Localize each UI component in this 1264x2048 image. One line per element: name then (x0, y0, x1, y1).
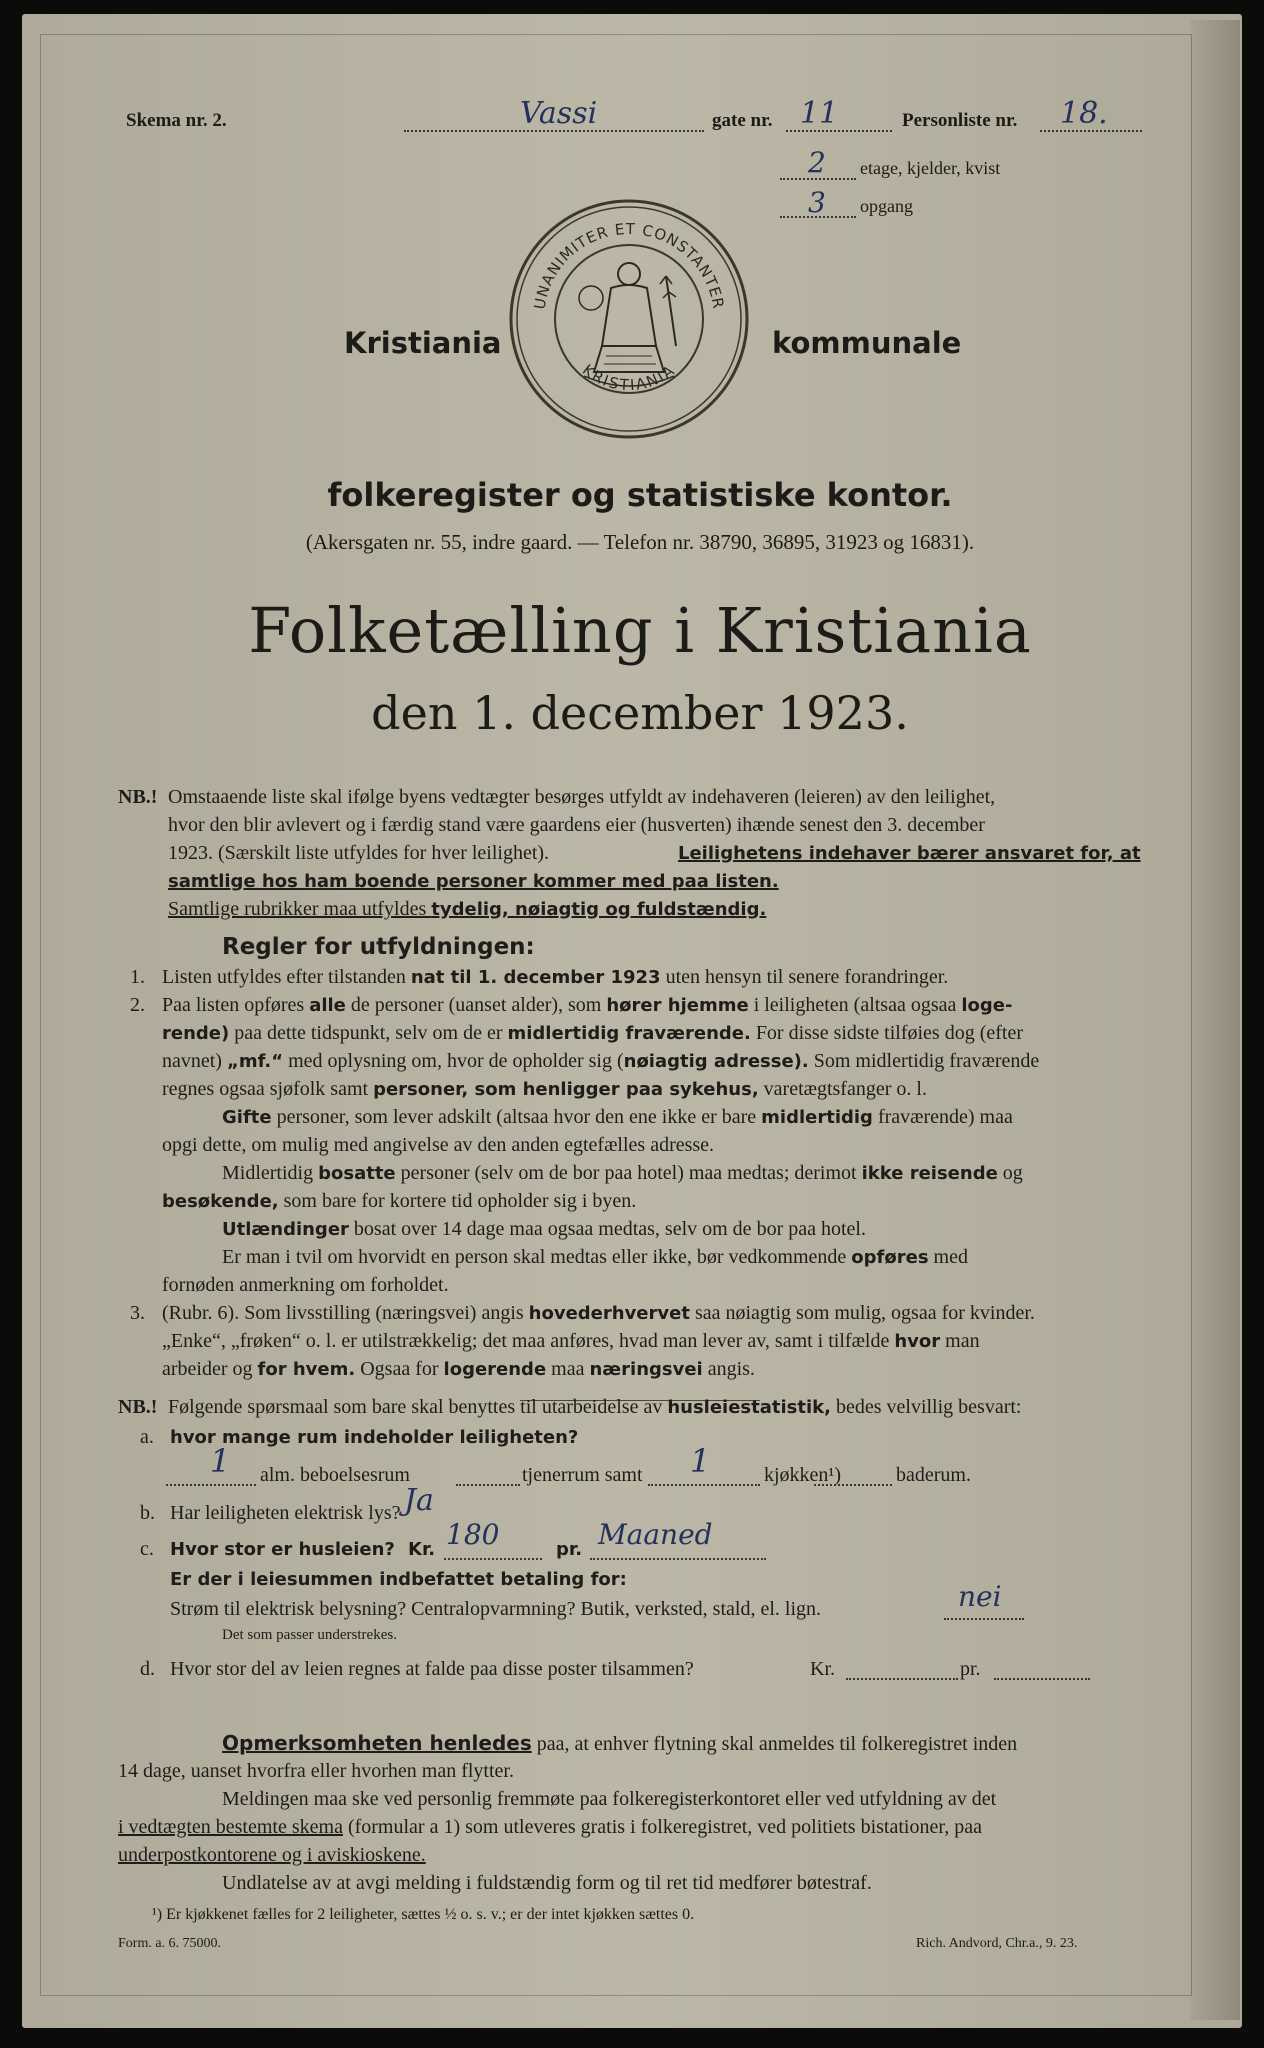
rooms-line (166, 1484, 256, 1486)
q-c-pr-text: pr. (556, 1539, 583, 1560)
notice-l4a: i vedtægten bestemte skema (118, 1816, 343, 1838)
nb1-line2: hvor den blir avlevert og i færdig stand være gaardens eier (husverten) ihænde senest den 3. december (168, 814, 985, 836)
street-value: Vassi (520, 96, 598, 131)
rule2-line1 (162, 992, 1013, 1019)
q-d-period-line (994, 1678, 1090, 1680)
rule2-line4 (162, 1076, 927, 1103)
r2-l5b: personer, som lever adskilt (altsaa hvor den ene ikke er bare (271, 1106, 762, 1128)
r2-l3d: nøiagtig adresse). (623, 1051, 809, 1072)
rule2-line11: fornøden anmerkning om forholdet. (162, 1274, 449, 1296)
r2-l1f: loge- (961, 995, 1013, 1016)
q-c-question (170, 1536, 395, 1563)
skema-label: Skema nr. 2. (126, 110, 227, 131)
rooms-value: 1 (210, 1442, 231, 1480)
q-b-letter: b. (140, 1502, 155, 1524)
notice-l1b: paa, at enhver flytning skal anmeldes til folkeregistret inden (531, 1733, 1018, 1755)
q-b-answer: Ja (404, 1483, 434, 1518)
r3-l2b: hvor (894, 1331, 941, 1352)
personliste-label: Personliste nr. (902, 110, 1018, 131)
q-c-kr-text: Kr. (408, 1539, 436, 1560)
rule2-line6: opgi dette, om mulig med angivelse av den anden egtefælles adresse. (162, 1134, 715, 1156)
personliste-value: 18. (1060, 96, 1108, 131)
notice-heading: Opmerksomheten henledes (222, 1731, 532, 1755)
r2-l1a: Paa listen opføres (162, 994, 310, 1016)
servant-line (456, 1484, 520, 1486)
city-seal (506, 196, 752, 442)
rule2-line3 (162, 1048, 1039, 1075)
r3-l2c: man (940, 1330, 980, 1352)
q-a-text: hvor mange rum indeholder leiligheten? (170, 1427, 579, 1448)
etage-label: etage, kjelder, kvist (860, 158, 1001, 178)
rent-period-line (590, 1558, 766, 1560)
rent-amount: 180 (446, 1518, 500, 1551)
r3-l3a: arbeider og (162, 1358, 258, 1380)
rule1-b: nat til 1. december 1923 (410, 967, 661, 988)
r2-l4b: personer, som henligger paa sykehus, (373, 1079, 759, 1100)
q-c-sub (170, 1566, 627, 1593)
notice-line4 (118, 1814, 982, 1840)
seal-ring-top: UNANIMITER ET CONSTANTER (530, 219, 728, 311)
kitchen-label: kjøkken¹) (764, 1464, 842, 1486)
r2-l8b: som bare for kortere tid opholder sig i byen. (278, 1190, 637, 1212)
nb1-line1: Omstaaende liste skal ifølge byens vedtægter besørges utfyldt av indehaveren (leieren) av den leilighet, (168, 786, 996, 808)
q-c-sub-text: Er der i leiesummen indbefattet betaling for: (170, 1569, 627, 1590)
notice-line3: Meldingen maa ske ved personlig fremmøte paa folkeregisterkontoret eller ved utfyldning av det (222, 1788, 997, 1810)
form-number: Form. a. 6. 75000. (118, 1936, 222, 1951)
nb1-line5-bold: tydelig, nøiagtig og fuldstændig. (431, 899, 767, 920)
q-c-pr (556, 1536, 582, 1563)
seal-right-label: kommunale (772, 326, 962, 360)
q-c-items: Strøm til elektrisk belysning? Centralopvarmning? Butik, verksted, stald, el. lign. (170, 1598, 822, 1620)
r2-l7e: og (997, 1162, 1023, 1184)
r2-l10b: opføres (851, 1247, 929, 1268)
q-d-letter: d. (140, 1658, 155, 1680)
nb2-intro-a: Følgende spørsmaal som bare skal benyttes til utarbeidelse av (168, 1396, 668, 1418)
r3-l3g: angis. (702, 1358, 755, 1380)
nb1-line4 (168, 868, 779, 895)
q-a-question (170, 1424, 578, 1451)
r2-l3b: „mf.“ (226, 1051, 284, 1072)
r2-l2d: For disse sidste tilføies dog (efter (750, 1022, 1023, 1044)
q-d-question: Hvor stor del av leien regnes at falde paa disse poster tilsammen? (170, 1658, 694, 1680)
r2-l10c: med (928, 1246, 968, 1268)
rule1-text (162, 964, 948, 991)
r3-l2a: „Enke“, „frøken“ o. l. er utilstrækkelig; det maa anføres, hvad man lever av, samt i tilfælde (162, 1330, 895, 1352)
r3-l3c: Ogsaa for (355, 1358, 444, 1380)
etage-line (780, 178, 856, 180)
etage-value: 2 (808, 146, 826, 179)
rule1-number: 1. (130, 966, 145, 988)
q-d-amount-line (846, 1678, 958, 1680)
rule3-line1 (162, 1300, 1035, 1327)
rent-period: Maaned (598, 1518, 713, 1551)
office-address: (Akersgaten nr. 55, indre gaard. — Telefon nr. 38790, 36895, 31923 og 16831). (305, 530, 975, 554)
notice-l4b: (formular a 1) som utleveres gratis i folkeregistret, ved politiets bistationer, paa (342, 1816, 982, 1838)
svg-text:UNANIMITER ET CONSTANTER (530, 220, 727, 311)
q-c-items-line (944, 1618, 1024, 1620)
rule3-number: 3. (130, 1302, 145, 1324)
q-d-kr: Kr. (810, 1658, 835, 1680)
nb1-line3a: 1923. (Særskilt liste utfyldes for hver leilighet). (168, 842, 550, 864)
r2-l5c: midlertidig (761, 1107, 873, 1128)
r2-l2b: paa dette tidspunkt, selv om de er (229, 1022, 508, 1044)
rooms-label: alm. beboelsesrum (260, 1464, 410, 1486)
kitchen-value: 1 (690, 1442, 711, 1480)
r2-l3e: Som midlertidig fraværende (808, 1050, 1040, 1072)
r3-l3e: maa (546, 1358, 590, 1380)
nb1-responsibility: Leilighetens indehaver bærer ansvaret for, at (678, 843, 1141, 864)
r2-l9b: bosat over 14 dage maa ogsaa medtas, selv om de bor paa hotel. (348, 1218, 866, 1240)
r3-l3f: næringsvei (589, 1359, 703, 1380)
r2-l1d: hører hjemme (606, 995, 749, 1016)
page-edge (1190, 20, 1240, 2020)
r3-l3d: logerende (443, 1359, 547, 1380)
rule2-line5 (222, 1104, 1013, 1131)
gate-value: 11 (800, 96, 839, 131)
rule3-line2 (162, 1328, 980, 1355)
nb1-label: NB.! (118, 786, 158, 808)
bath-line (814, 1484, 892, 1486)
footnote: ¹) Er kjøkkenet fælles for 2 leiligheter, sættes ½ o. s. v.; er der intet kjøkken sættes 0. (152, 1906, 695, 1923)
q-a-letter: a. (140, 1426, 154, 1448)
printer-credit: Rich. Andvord, Chr.a., 9. 23. (916, 1936, 1078, 1951)
r2-l7b: bosatte (318, 1163, 396, 1184)
nb1-all-persons: samtlige hos ham boende personer kommer med paa listen. (168, 871, 779, 892)
seal-ring-bottom: KRISTIANIA (578, 360, 680, 395)
rule2-line8 (162, 1188, 636, 1215)
r2-l7d: ikke reisende (861, 1163, 998, 1184)
rule3-line3 (162, 1356, 755, 1383)
nb2-intro-c: bedes velvillig besvart: (830, 1396, 1022, 1418)
r2-l5a: Gifte (222, 1107, 272, 1128)
r2-l1c: de personer (uanset alder), som (345, 994, 607, 1016)
office-title: folkeregister og statistiske kontor. (327, 476, 953, 514)
notice-line6: Undlatelse av at avgi melding i fuldstændig form og til ret tid medfører bøtestraf. (222, 1872, 872, 1894)
rule2-line7 (222, 1160, 1023, 1187)
r2-l8a: besøkende, (162, 1191, 279, 1212)
svg-text:KRISTIANIA (579, 361, 679, 395)
nb1-line5-text: Samtlige rubrikker maa utfyldes (168, 898, 432, 920)
r2-l1b: alle (309, 995, 346, 1016)
q-c-text: Hvor stor er husleien? (170, 1539, 395, 1560)
r3-l3b: for hvem. (257, 1359, 356, 1380)
r2-l7c: personer (selv om de bor paa hotel) maa medtas; derimot (395, 1162, 862, 1184)
r2-l2a: rende) (162, 1023, 230, 1044)
rules-heading: Regler for utfyldningen: (222, 934, 535, 960)
opgang-label: opgang (860, 196, 913, 216)
r2-l10a: Er man i tvil om hvorvidt en person skal medtas eller ikke, bør vedkommende (222, 1246, 852, 1268)
seal-left-label: Kristiania (344, 326, 502, 360)
notice-line2: 14 dage, uanset hvorfra eller hvorhen man flytter. (118, 1760, 514, 1782)
nb1-line3b (678, 840, 1141, 867)
q-b-question: Har leiligheten elektrisk lys? (170, 1502, 401, 1524)
q-c-items-answer: nei (958, 1580, 1002, 1613)
opgang-value: 3 (808, 186, 826, 219)
document-date: den 1. december 1923. (371, 686, 909, 740)
r3-l1b: hovederhvervet (528, 1303, 690, 1324)
nb2-intro (168, 1394, 1021, 1421)
q-c-kr (408, 1536, 435, 1563)
rent-amount-line (444, 1558, 542, 1560)
r2-l4c: varetægtsfanger o. l. (758, 1078, 927, 1100)
bath-label: baderum. (896, 1464, 971, 1486)
rule1-c: uten hensyn til senere forandringer. (660, 966, 949, 988)
q-c-note: Det som passer understrekes. (222, 1627, 397, 1643)
rule2-number: 2. (130, 994, 145, 1016)
document-title: Folketælling i Kristiania (248, 594, 1032, 667)
q-d-pr: pr. (960, 1658, 981, 1680)
nb2-intro-b: husleiestatistik, (667, 1397, 831, 1418)
r2-l1e: i leiligheten (altsaa ogsaa (748, 994, 962, 1016)
servant-label: tjenerrum samt (522, 1464, 643, 1486)
gate-label: gate nr. (712, 110, 773, 131)
opgang-line (780, 216, 856, 218)
kitchen-line (648, 1484, 760, 1486)
q-c-letter: c. (140, 1538, 154, 1560)
nb1-line5 (168, 896, 766, 923)
notice-line5: underpostkontorene og i aviskioskene. (118, 1844, 426, 1866)
r2-l3c: med oplysning om, hvor de opholder sig ( (283, 1050, 624, 1072)
r2-l9a: Utlændinger (222, 1219, 349, 1240)
rule2-line10 (222, 1244, 968, 1271)
rule2-line9 (222, 1216, 866, 1243)
r2-l7a: Midlertidig (222, 1162, 319, 1184)
r2-l3a: navnet) (162, 1050, 227, 1072)
r3-l1a: (Rubr. 6). Som livsstilling (næringsvei) angis (162, 1302, 529, 1324)
rule2-line2 (162, 1020, 1023, 1047)
rule1-a: Listen utfyldes efter tilstanden (162, 966, 411, 988)
r3-l1c: saa nøiagtig som mulig, ogsaa for kvinder. (689, 1302, 1035, 1324)
r2-l5d: fraværende) maa (872, 1106, 1013, 1128)
notice-line1 (222, 1730, 1017, 1757)
nb2-label: NB.! (118, 1396, 158, 1418)
r2-l2c: midlertidig fraværende. (507, 1023, 751, 1044)
r2-l4a: regnes ogsaa sjøfolk samt (162, 1078, 374, 1100)
